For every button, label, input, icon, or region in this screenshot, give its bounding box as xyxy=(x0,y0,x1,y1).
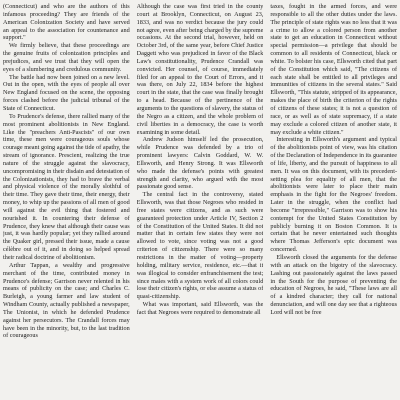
text-column-middle xyxy=(137,3,264,400)
paragraph: To Prudence's defense, there rallied many of the most prominent abolitionists in New England. Like the "preachers Anti-Pascists" of our own time, these men were courageous souls whose courage meant going against the tide of apathy, the stream of ignorance. Prescient, realizing the true nature of the struggle against the slavocracy, uncompromising in their disdain and detestation of the Colonizationists, they had to brave the verbal and physical violence of the morally slothful of their time. They gave their time, their energy, their money, to whip up the passions of all men of good will against the evil thing that fostered and nourished it. In countering their defense of Prudence, they knew that although their cause was just, it was hardly popular; yet they rallied around the Quaker girl, pressed their issue, made a cause célèbre out of it, and in doing so helped spread their radical doctrine of abolitionism. xyxy=(3,112,130,261)
paragraph: Ellsworth closed the arguments for the defense with an attack on the bigotry of the slavocracy. Lashing out passionately against the laws passed in the South for the purpose of preventing the education of Negroes, he said, "These laws are all of a kindred character; they call for national denunciation, and will one day see that a righteous Lord will not be free xyxy=(270,254,398,316)
text-column-left xyxy=(3,3,130,400)
paragraph: Arthur Tappan, a wealthy and progressive merchant of the time, contributed money in Prudence's defense; Garrison never relented in his means of publicity on the case; and Charles C. Burleigh, a young farmer and law student of Windham County, actually published a newspaper, The Unionist, in which he defended Prudence against her persecutors. The Crandall forces may have been in the minority, but, to the last tradition of courageous xyxy=(3,261,130,340)
paragraph: The central fact in the controversy, stated Ellsworth, was that those Negroes who resided in free states were citizens, and as such were guaranteed protection under Article IV, Section 2 of the Constitution of the United States. It did not matter that in certain few states they were not allowed to vote, since voting was not a good criterion of citizenship. There were so many restrictions in the matter of voting—property holding, military service, residence, etc.—that it was illogical to consider enfranchisement the test; since males with a system work of all colors could lose their citizen's rights, or else assume a status of quasi-citizenship. xyxy=(136,191,264,301)
paragraph: We firmly believe, that these proceedings are the genuine fruits of colonization principles and prejudices, and we trust that they will open the eyes of a slumbering and credulous community. xyxy=(3,42,130,73)
paragraph: taxes, fought in the armed forces, and were responsible to all the other duties under the laws. The principle of state rights was no less that it was a crime to allow a colored person from another state to get an education in Connecticut without special permission—a privilege that should be common to all residents of Connecticut, black or white. To bolster his case, Ellsworth cited that part of the Constitution which said, "The citizens of each state shall be entitled to all privileges and immunities of citizens in the several states." Said Ellsworth, "This statute, stripped of its appearance, makes the place of birth the criterion of the rights of citizens of these states; it is not a question of race, or as well as of state supremacy, if a state may exclude a colored citizen of another state, it may exclude a white citizen." xyxy=(270,3,398,136)
paragraph: Andrew Judson himself led the prosecution, while Prudence was defended by a trio of prominent lawyers: Calvin Goddard, W. W. Ellsworth, and Henry Strong. It was Ellsworth who made the defense's points with greatest strength and clarity, who argued with the most passionate good sense. xyxy=(136,136,264,191)
paragraph: (Connecticut) and who are the authors of this infamous proceeding? They are friends of the American Colonization Society and have served an appeal to the association for countenance and support." xyxy=(3,3,130,42)
text-column-right xyxy=(270,3,397,400)
paragraph: Interesting in Ellsworth's argument and typical of the abolitionists point of view, was his citation of the Declaration of Independence in its guarantee of life, liberty, and the pursuit of happiness to all men. It was on this document, with its precedent-setting plea for equality of all men, that the abolitionists were later to place their main emphasis in the fight for the Negroes' freedom. Later in the struggle, when the conflict had become "irrepressible," Garrison was to show his contempt for the United States Constitution by publicly burning it on Boston Common. It is certain that he never entertained such thoughts where Thomas Jefferson's epic document was concerned. xyxy=(270,136,398,254)
paragraph: What was important, said Ellsworth, was the fact that Negroes were required to demonstrate all xyxy=(136,301,264,316)
paragraph: The battle had now been joined on a new level. Out in the open, with the eyes of people all over New England focused on the scene, the opposing forces clashed before the judicial tribunal of the State of Connecticut. xyxy=(3,73,130,112)
paragraph: Although the case was first tried in the county court at Brooklyn, Connecticut, on August 23, 1833, and was no verdict because the jury could not agree, even after being charged by the supreme occasions. At the second trial, however, held on October 3rd, of the same year, before Chief Justice Daggett who was prejudiced in favor of the Black Law's constitutionality, Prudence Crandall was convicted. Her counsel, of course, immediately filed for an appeal to the Court of Errors, and it was there, on July 22, 1834 before the highest court in the state, that the case was finally brought to a head. Because of the pertinence of the arguments to the questions of slavery, the status of the Negro as a citizen, and the whole problem of civil liberties in a democracy, the case is worth examining in some detail. xyxy=(136,3,264,136)
